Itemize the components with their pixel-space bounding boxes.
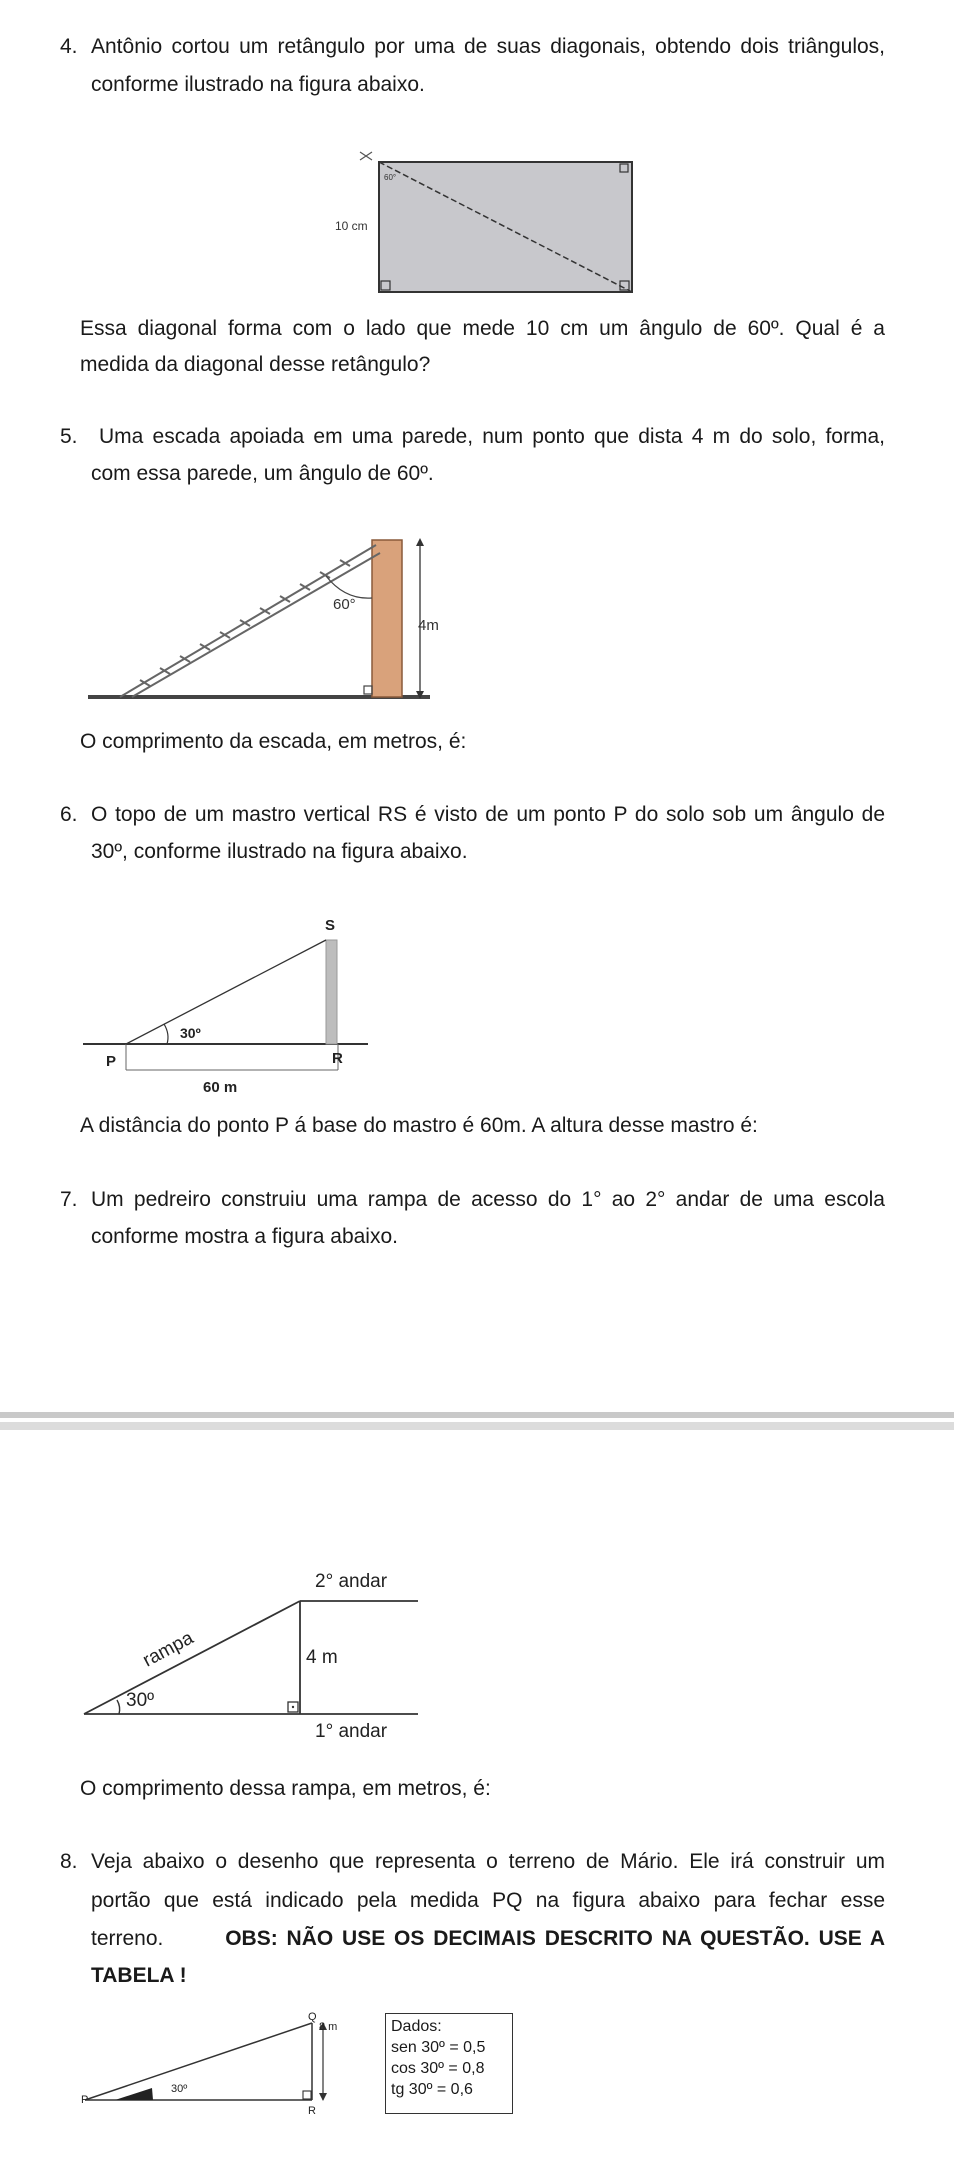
q6-sight-line xyxy=(126,940,326,1044)
q8-fig-height: 8 m xyxy=(319,2021,338,2033)
q6-fig-R: R xyxy=(332,1050,343,1067)
q8-data-title: Dados: xyxy=(391,2018,442,2035)
q5-line2: com essa parede, um ângulo de 60º. xyxy=(91,462,434,485)
q5-ladder-figure xyxy=(80,530,450,710)
q8-fig-R: R xyxy=(308,2105,316,2117)
q5-number: 5. xyxy=(60,425,78,448)
q7-fig-height: 4 m xyxy=(306,1647,338,1668)
q6-number: 6. xyxy=(60,803,78,826)
q5-line1: Uma escada apoiada em uma parede, num ponto que dista 4 m do solo, forma, xyxy=(99,425,885,448)
q5-fig-height: 4m xyxy=(418,617,439,634)
q4-after-line2: medida da diagonal desse retângulo? xyxy=(80,353,431,376)
q4-after-line1: Essa diagonal forma com o lado que mede 10 cm um ângulo de 60º. Qual é a xyxy=(80,317,885,340)
q6-fig-S: S xyxy=(325,917,336,934)
q6-line2: 30º, conforme ilustrado na figura abaixo. xyxy=(91,840,468,863)
q5-after: O comprimento da escada, em metros, é: xyxy=(80,730,467,753)
q6-line1: O topo de um mastro vertical RS é visto de um ponto P do solo sob um ângulo de xyxy=(91,803,885,826)
q7-fig-ramp: rampa xyxy=(139,1627,197,1672)
q4-line2: conforme ilustrado na figura abaixo. xyxy=(91,73,425,96)
q7-fig-top: 2° andar xyxy=(315,1571,388,1592)
q7-angle-arc xyxy=(117,1700,120,1714)
q8-fig-angle: 30º xyxy=(171,2083,188,2095)
q6-mast xyxy=(326,940,337,1044)
page-separator-shadow xyxy=(0,1422,954,1430)
q5-wall xyxy=(372,540,402,697)
q8-number: 8. xyxy=(60,1850,78,1873)
q8-segment-PQ xyxy=(85,2023,312,2100)
q5-right-angle xyxy=(364,686,372,694)
q8-fig-P: P xyxy=(81,2094,89,2106)
q8-line3 xyxy=(91,1920,885,1958)
q4-rectangle-figure xyxy=(330,150,640,300)
q8-fig-Q: Q xyxy=(308,2011,317,2023)
q8-line2: portão que está indicado pela medida PQ na figura abaixo para fechar esse xyxy=(91,1889,885,1912)
q7-ramp xyxy=(84,1601,300,1714)
q7-after: O comprimento dessa rampa, em metros, é: xyxy=(80,1777,491,1800)
q7-fig-angle: 30º xyxy=(126,1690,155,1711)
q6-angle-arc xyxy=(164,1024,168,1044)
q5-ladder xyxy=(120,545,380,697)
q4-rectangle xyxy=(379,162,632,292)
q7-line2: conforme mostra a figura abaixo. xyxy=(91,1225,398,1248)
q6-mast-figure xyxy=(80,910,380,1100)
q8-angle-mark xyxy=(115,2088,153,2100)
q5-fig-angle: 60° xyxy=(333,596,356,613)
q8-data-tg: tg 30º = 0,6 xyxy=(391,2081,473,2098)
q8-terrain-figure xyxy=(80,2005,380,2125)
q6-fig-dist: 60 m xyxy=(203,1079,238,1096)
q8-data-table xyxy=(385,2013,513,2114)
q7-line1: Um pedreiro construiu uma rampa de acesso do 1° ao 2° andar de uma escola xyxy=(91,1188,885,1211)
q6-fig-P: P xyxy=(106,1053,117,1070)
q4-number: 4. xyxy=(60,35,78,58)
q7-number: 7. xyxy=(60,1188,78,1211)
q4-scissors-icon xyxy=(360,152,372,160)
q8-data-sen: sen 30º = 0,5 xyxy=(391,2039,486,2056)
q8-line4: TABELA ! xyxy=(91,1964,187,1987)
q6-fig-angle: 30º xyxy=(180,1025,201,1041)
q7-ramp-figure xyxy=(80,1560,430,1750)
q7-fig-bottom: 1° andar xyxy=(315,1721,388,1742)
q4-fig-side: 10 cm xyxy=(335,219,368,233)
q8-line1: Veja abaixo o desenho que representa o terreno de Mário. Ele irá construir um xyxy=(91,1850,885,1873)
q4-fig-angle: 60° xyxy=(384,173,397,182)
q4-line1: Antônio cortou um retângulo por uma de suas diagonais, obtendo dois triângulos, xyxy=(91,35,885,58)
page-separator xyxy=(0,1412,954,1418)
q6-after: A distância do ponto P á base do mastro é 60m. A altura desse mastro é: xyxy=(80,1114,758,1137)
q8-line3-b: OBS: NÃO USE OS DECIMAIS DESCRITO NA QUESTÃO. USE A xyxy=(225,1927,885,1950)
q8-line3-a: terreno. xyxy=(91,1927,164,1950)
q8-data-cos: cos 30º = 0,8 xyxy=(391,2060,485,2077)
q8-right-angle xyxy=(303,2091,311,2099)
